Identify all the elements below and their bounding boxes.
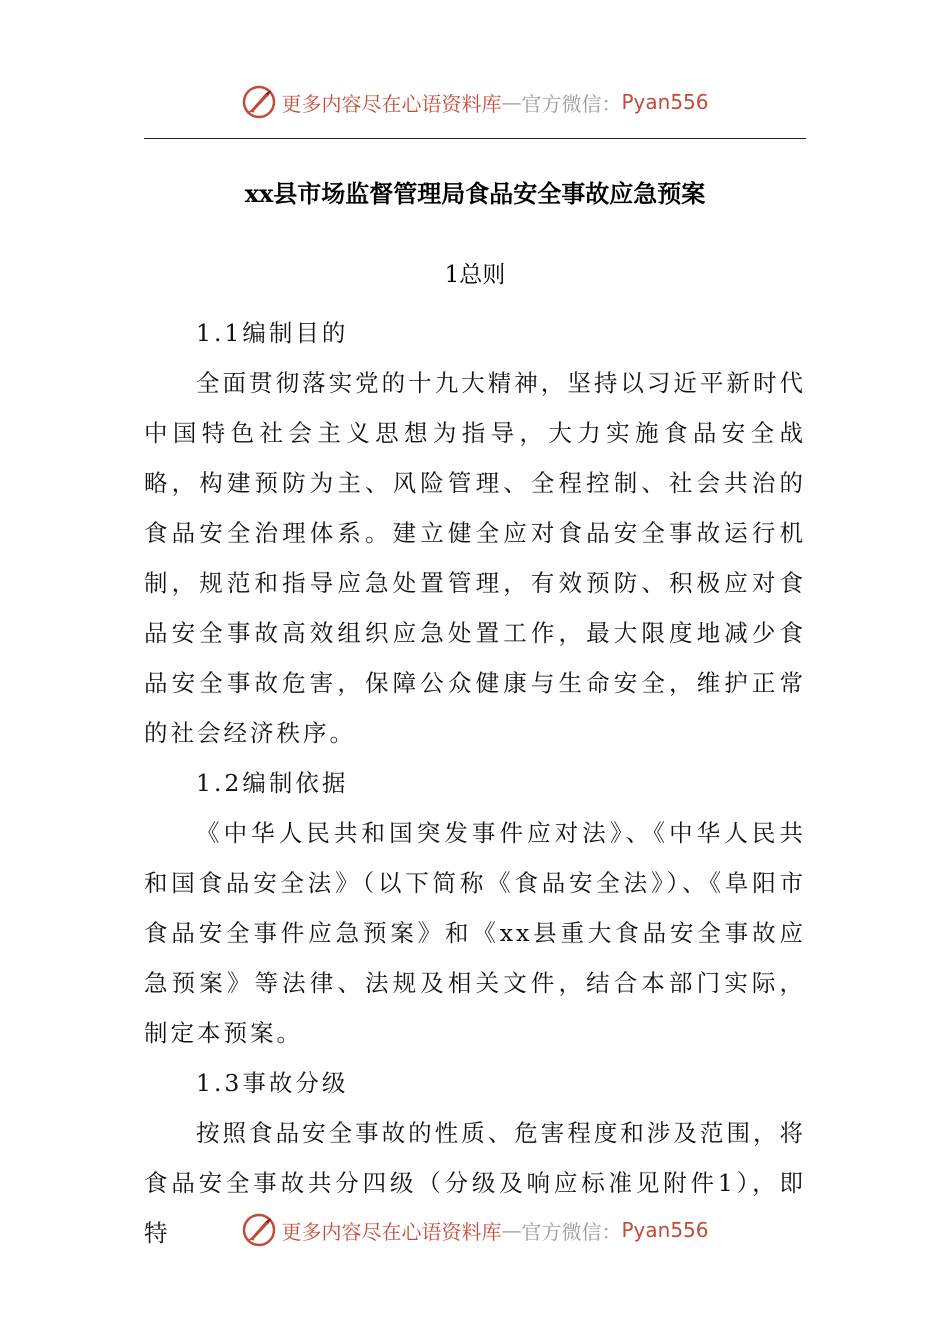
paragraph: 按照食品安全事故的性质、危害程度和涉及范围，将食品安全事故共分四级（分级及响应标准见附件1），即特 bbox=[144, 1119, 806, 1247]
banner-wechat-id: Pyan556 bbox=[621, 90, 709, 114]
quill-pen-logo-icon bbox=[241, 1212, 277, 1248]
section-title: 1总则 bbox=[444, 262, 506, 288]
header-banner bbox=[0, 80, 950, 124]
subsection-heading: 1.3事故分级 bbox=[196, 1069, 349, 1097]
header-divider bbox=[144, 138, 806, 139]
paragraph: 全面贯彻落实党的十九大精神，坚持以习近平新时代中国特色社会主义思想为指导，大力实施食品安全战略，构建预防为主、风险管理、全程控制、社会共治的食品安全治理体系。建立健全应对食品安全事故运行机制，规范和指导应急处置管理，有效预防、积极应对食品安全事故高效组织应急处置工作，最大限度地减少食品安全事故危害，保障公众健康与生命安全，维护正常的社会经济秩序。 bbox=[144, 369, 806, 747]
banner-separator: — bbox=[501, 90, 522, 114]
subsection-heading: 1.1编制目的 bbox=[196, 319, 349, 347]
document-body bbox=[144, 308, 806, 1258]
document-title: xx县市场监督管理局食品安全事故应急预案 bbox=[244, 179, 706, 208]
banner-label: 官方微信： bbox=[521, 1219, 622, 1244]
banner-wechat-id: Pyan556 bbox=[621, 1218, 709, 1242]
footer-banner bbox=[0, 1208, 950, 1252]
quill-pen-logo-icon bbox=[241, 84, 277, 120]
paragraph: 《中华人民共和国突发事件应对法》、《中华人民共和国食品安全法》（以下简称《食品安全法》）、《阜阳市食品安全事件应急预案》和《xx县重大食品安全事故应急预案》等法律、法规及相关文件，结合本部门实际，制定本预案。 bbox=[144, 819, 806, 1047]
banner-main-text: 更多内容尽在心语资料库 bbox=[281, 91, 502, 116]
subsection-heading: 1.2编制依据 bbox=[196, 769, 349, 797]
banner-separator: — bbox=[501, 1218, 522, 1242]
banner-label: 官方微信： bbox=[521, 91, 622, 116]
banner-main-text: 更多内容尽在心语资料库 bbox=[281, 1219, 502, 1244]
